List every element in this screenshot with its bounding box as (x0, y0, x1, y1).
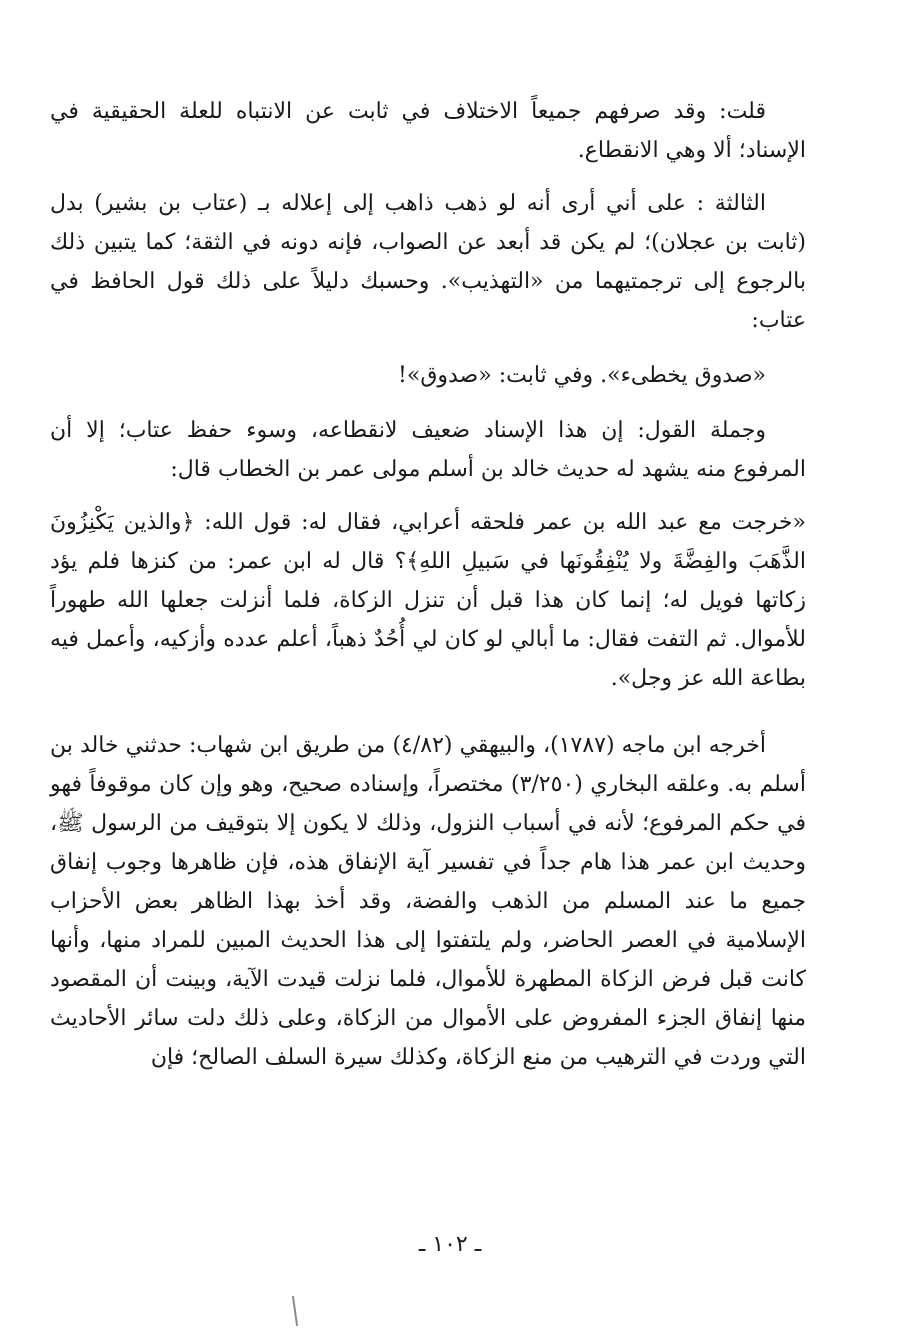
paragraph-quote-grading: «صدوق يخطىء». وفي ثابت: «صدوق»! (398, 363, 766, 388)
paragraph-hadith: «خرجت مع عبد الله بن عمر فلحقه أعرابي، فقال له: قول الله: ﴿والذين يَكْنِزُونَ الذَّهَبَ والفِضَّةَ ولا يُنْفِقُونَها في سَبيلِ اللهِ﴾؟ قال له ابن عمر: من كنزها فلم يؤد زكاتها فويل له؛ إنما كان هذا قبل أن تنزل الزكاة، فلما أنزلت جعلها الله طهوراً للأموال. ثم التفت فقال: ما أبالي لو كان لي أُحُدٌ ذهباً، أعلم عدده وأزكيه، وأعمل فيه بطاعة الله عز وجل». (50, 510, 806, 691)
paragraph-summary: وجملة القول: إن هذا الإسناد ضعيف لانقطاعه، وسوء حفظ عتاب؛ إلا أن المرفوع منه يشهد له حديث خالد بن أسلم مولى عمر بن الخطاب قال: (50, 418, 806, 482)
paragraph-note: قلت: وقد صرفهم جميعاً الاختلاف في ثابت عن الانتباه للعلة الحقيقية في الإسناد؛ ألا وهي الانقطاع. (50, 99, 806, 163)
page-body (50, 92, 806, 1077)
paragraph-takhrij: أخرجه ابن ماجه (١٧٨٧)، والبيهقي (٤/٨٢) من طريق ابن شهاب: حدثني خالد بن أسلم به. وعلقه البخاري (٣/٢٥٠) مختصراً، وإسناده صحيح، وهو وإن كان موقوفاً فهو في حكم المرفوع؛ لأنه في أسباب النزول، وذلك لا يكون إلا بتوقيف من الرسول ﷺ، وحديث ابن عمر هذا هام جداً في تفسير آية الإنفاق هذه، فإن ظاهرها وجوب إنفاق جميع ما عند المسلم من الذهب والفضة، وقد أخذ بهذا الظاهر بعض الأحزاب الإسلامية في العصر الحاضر، ولم يلتفتوا إلى هذا الحديث المبين للمراد منها، وأنها كانت قبل فرض الزكاة المطهرة للأموال، فلما نزلت قيدت الآية، وبينت أن المقصود منها إنفاق الجزء المفروض على الأموال من الزكاة، وعلى ذلك دلت سائر الأحاديث التي وردت في الترهيب من منع الزكاة، وكذلك سيرة السلف الصالح؛ فإن (50, 733, 806, 1070)
paragraph-third-point: الثالثة : على أني أرى أنه لو ذهب ذاهب إلى إعلاله بـ (عتاب بن بشير) بدل (ثابت بن عجلان)؛ لم يكن قد أبعد عن الصواب، فإنه دونه في الثقة؛ كما يتبين ذلك بالرجوع إلى ترجمتيهما من «التهذيب». وحسبك دليلاً على ذلك قول الحافظ في عتاب: (50, 191, 806, 333)
scan-artifact-mark (292, 1296, 298, 1326)
page-number: ـ ١٠٢ ـ (418, 1232, 482, 1257)
